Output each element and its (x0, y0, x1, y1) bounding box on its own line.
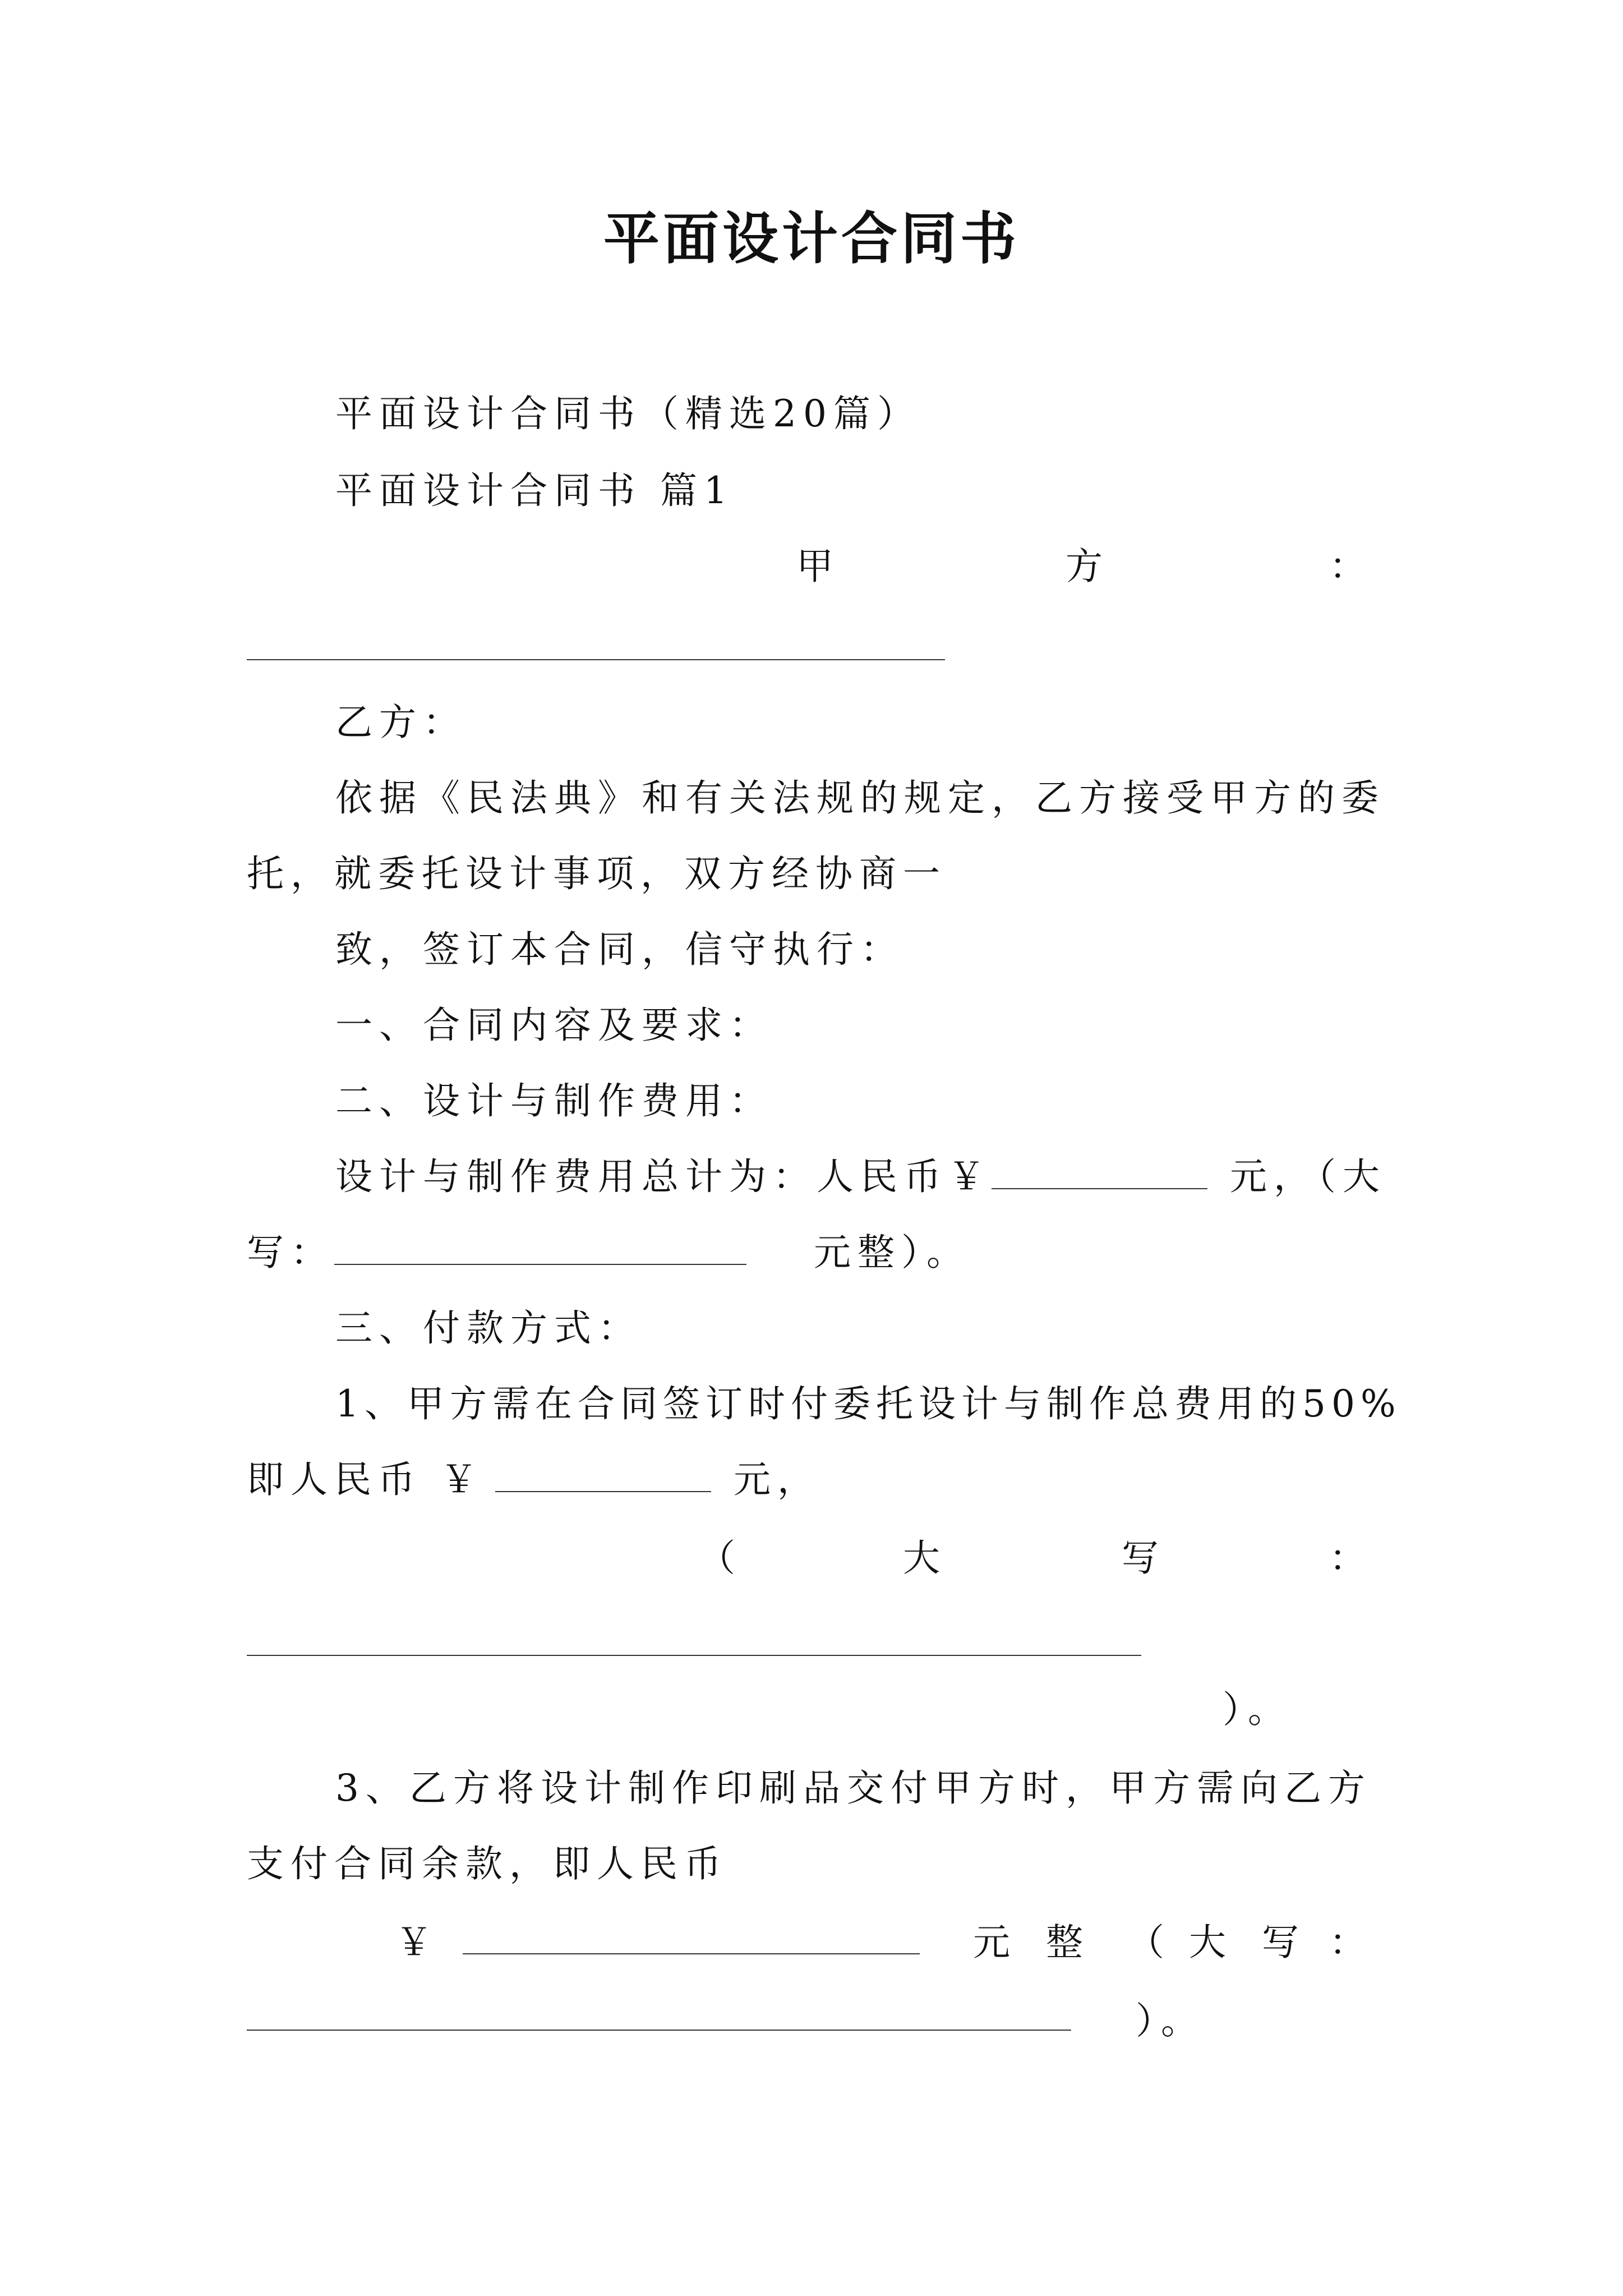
payment-3-da: 大 (1189, 1921, 1226, 1964)
payment-3-colon: ： (1329, 1921, 1366, 1964)
fee-capital-line (247, 1226, 970, 1280)
payment-3-close: ）。 (1136, 1999, 1205, 2042)
party-b-label: 乙方： (335, 701, 467, 744)
payment-1-amount-blank (495, 1457, 711, 1492)
party-a-char-2: 方 (1066, 545, 1103, 588)
payment-3-capital-blank (247, 2030, 1071, 2031)
payment-1-line: 1、甲方需在合同签订时付委托设计与制作总费用的50% (335, 1382, 1401, 1425)
payment-1-open-paren: （ (698, 1536, 735, 1580)
payment-1-colon: ： (1329, 1536, 1366, 1580)
party-a-blank-line (247, 659, 945, 660)
payment-1-close: ）。 (1223, 1688, 1292, 1731)
fee-capital-suffix: 元整）。 (814, 1231, 970, 1274)
fee-capital-prefix: 写： (247, 1231, 334, 1274)
payment-3-xie: 写 (1262, 1921, 1299, 1964)
payment-1-amount-suffix: 元， (733, 1458, 821, 1501)
clause-1-heading: 一、合同内容及要求： (335, 1004, 773, 1047)
payment-1-xie: 写 (1122, 1536, 1159, 1580)
payment-3-amount-blank (463, 1953, 920, 1954)
intro-line-1: 依据《民法典》和有关法规的规定，乙方接受甲方的委 (335, 776, 1385, 820)
payment-3-yen: ￥ (395, 1921, 432, 1964)
payment-1-amount-line (247, 1453, 821, 1507)
payment-3-line-1: 3、乙方将设计制作印刷品交付甲方时，甲方需向乙方 (335, 1766, 1372, 1810)
party-a-char-1: 甲 (796, 545, 833, 588)
fee-total-line (335, 1150, 1386, 1204)
payment-3-yuan: 元 (973, 1921, 1010, 1964)
document-subtitle: 平面设计合同书（精选20篇） (335, 392, 921, 435)
clause-3-heading: 三、付款方式： (335, 1306, 642, 1350)
payment-3-zheng: 整 (1046, 1921, 1083, 1964)
payment-1-amount-prefix: 即人民币 ￥ (247, 1458, 484, 1501)
document-title: 平面设计合同书 (603, 205, 1020, 272)
fee-amount-blank (992, 1154, 1207, 1189)
intro-line-2: 托，就委托设计事项，双方经协商一 (247, 852, 947, 895)
payment-3-line-2: 支付合同余款，即人民币 (247, 1842, 728, 1885)
intro-line-3: 致，签订本合同，信守执行： (335, 928, 904, 971)
payment-3-open-paren: （ (1127, 1921, 1164, 1964)
section-heading: 平面设计合同书 篇1 (335, 469, 734, 512)
party-a-colon: ： (1329, 545, 1366, 588)
fee-capital-blank (334, 1230, 746, 1265)
payment-1-capital-blank (247, 1655, 1141, 1656)
fee-total-prefix: 设计与制作费用总计为：人民币￥ (335, 1155, 992, 1198)
fee-total-suffix: 元，（大 (1230, 1155, 1386, 1198)
clause-2-heading: 二、设计与制作费用： (335, 1079, 773, 1122)
payment-1-da: 大 (903, 1536, 940, 1580)
